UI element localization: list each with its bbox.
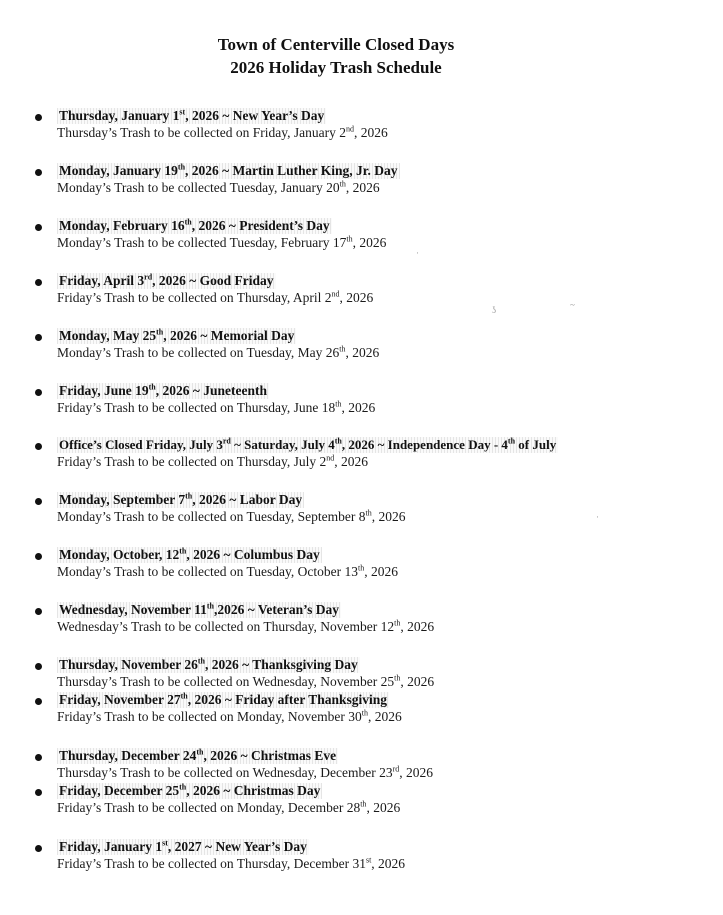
- holiday-heading: Monday, May 25th, 2026 ~ Memorial Day: [59, 327, 295, 343]
- collection-detail: Friday’s Trash to be collected on Thursday, December 31st, 2026: [57, 855, 406, 871]
- bullet-icon: [35, 698, 42, 705]
- collection-detail: Friday’s Trash to be collected on Thursday, July 2nd, 2026: [57, 453, 368, 469]
- holiday-heading: Monday, September 7th, 2026 ~ Labor Day: [59, 491, 303, 507]
- bullet-icon: [35, 334, 42, 341]
- bullet-icon: [35, 389, 42, 396]
- schedule-entry: [0, 272, 723, 317]
- holiday-heading: Wednesday, November 11th,2026 ~ Veteran’s Day: [59, 601, 340, 617]
- bullet-icon: [35, 553, 42, 560]
- holiday-heading: Friday, June 19th, 2026 ~ Juneteenth: [59, 382, 268, 398]
- bullet-icon: [35, 114, 42, 121]
- collection-detail: Thursday’s Trash to be collected on Wednesday, November 25th, 2026: [57, 673, 435, 689]
- collection-detail: Monday’s Trash to be collected Tuesday, January 20th, 2026: [57, 179, 380, 195]
- bullet-icon: [35, 789, 42, 796]
- collection-detail: Thursday’s Trash to be collected on Wednesday, December 23rd, 2026: [57, 764, 434, 780]
- holiday-heading: Thursday, December 24th, 2026 ~ Christmas Eve: [59, 747, 337, 763]
- holiday-heading: Monday, February 16th, 2026 ~ President’s Day: [59, 217, 330, 233]
- schedule-entry: [0, 327, 723, 372]
- collection-detail: Monday’s Trash to be collected on Tuesday, May 26th, 2026: [57, 344, 380, 360]
- collection-detail: Monday’s Trash to be collected on Tuesday, September 8th, 2026: [57, 508, 406, 524]
- bullet-icon: [35, 443, 42, 450]
- schedule-entry: [0, 601, 723, 646]
- scan-speck: ·: [416, 248, 419, 258]
- holiday-heading: Friday, November 27th, 2026 ~ Friday after Thanksgiving: [59, 691, 388, 707]
- bullet-icon: [35, 663, 42, 670]
- holiday-heading: Thursday, November 26th, 2026 ~ Thanksgiving Day: [59, 656, 358, 672]
- schedule-entry: [0, 217, 723, 262]
- scan-speck: ·: [596, 512, 599, 522]
- collection-detail: Thursday’s Trash to be collected on Friday, January 2nd, 2026: [57, 124, 388, 140]
- holiday-heading: Monday, October, 12th, 2026 ~ Columbus Day: [59, 546, 320, 562]
- bullet-icon: [35, 279, 42, 286]
- scan-speck: ʖ: [492, 305, 496, 315]
- collection-detail: Monday’s Trash to be collected Tuesday, February 17th, 2026: [57, 234, 387, 250]
- schedule-entry: [0, 546, 723, 591]
- collection-detail: Friday’s Trash to be collected on Monday, November 30th, 2026: [57, 708, 402, 724]
- scan-speck: ~: [570, 300, 575, 310]
- holiday-heading: Monday, January 19th, 2026 ~ Martin Luther King, Jr. Day: [59, 162, 398, 178]
- bullet-icon: [35, 224, 42, 231]
- bullet-icon: [35, 608, 42, 615]
- holiday-heading: Thursday, January 1st, 2026 ~ New Year’s Day: [59, 107, 325, 123]
- collection-detail: Monday’s Trash to be collected on Tuesday, October 13th, 2026: [57, 563, 398, 579]
- schedule-entry: [0, 491, 723, 536]
- schedule-entry: [0, 382, 723, 427]
- bullet-icon: [35, 754, 42, 761]
- schedule-entry: [0, 162, 723, 207]
- bullet-icon: [35, 845, 42, 852]
- holiday-heading: Friday, December 25th, 2026 ~ Christmas Day: [59, 782, 321, 798]
- page-title: Town of Centerville Closed Days: [217, 35, 455, 54]
- bullet-icon: [35, 169, 42, 176]
- holiday-heading: Friday, April 3rd, 2026 ~ Good Friday: [59, 272, 274, 288]
- collection-detail: Wednesday’s Trash to be collected on Thursday, November 12th, 2026: [57, 618, 435, 634]
- collection-detail: Friday’s Trash to be collected on Thursday, April 2nd, 2026: [57, 289, 374, 305]
- holiday-heading: Friday, January 1st, 2027 ~ New Year’s Day: [59, 838, 307, 854]
- schedule-entry: [0, 107, 723, 152]
- schedule-entry: [0, 436, 723, 481]
- bullet-icon: [35, 498, 42, 505]
- collection-detail: Friday’s Trash to be collected on Monday, December 28th, 2026: [57, 799, 401, 815]
- schedule-entry: [0, 838, 723, 883]
- schedule-entry: [0, 782, 723, 827]
- page-subtitle: 2026 Holiday Trash Schedule: [230, 58, 442, 77]
- schedule-entry: [0, 691, 723, 736]
- collection-detail: Friday’s Trash to be collected on Thursday, June 18th, 2026: [57, 399, 376, 415]
- holiday-heading: Office’s Closed Friday, July 3rd ~ Saturday, July 4th, 2026 ~ Independence Day - 4th of July: [59, 436, 557, 452]
